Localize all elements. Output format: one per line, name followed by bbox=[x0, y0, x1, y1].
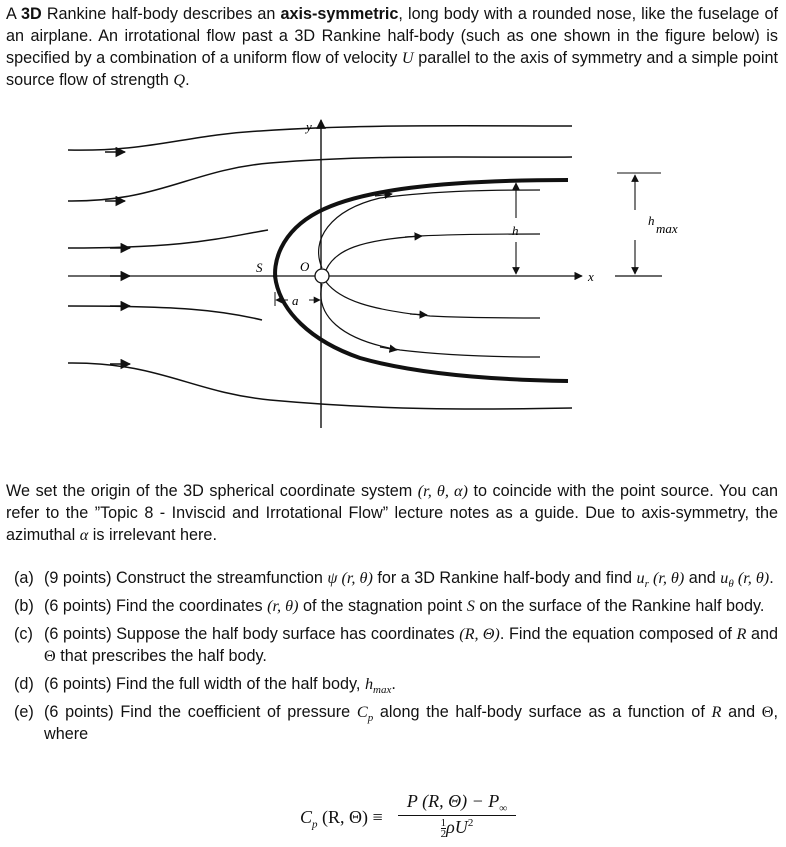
pressure-coefficient-formula bbox=[300, 790, 560, 846]
rankine-half-body-figure bbox=[60, 112, 680, 432]
origin-label: O bbox=[300, 259, 310, 274]
streamline-near-lower bbox=[68, 306, 262, 320]
coordinate-paragraph: We set the origin of the 3D spherical coordinate system (r, θ, α) to coincide with the point source. You can refer to the ”Topic 8 - Inviscid and Irrotational Flow” lecture notes as a guide. Due to axis-symmetry, the azimuthal α is irrelevant here. bbox=[6, 482, 779, 544]
source-point bbox=[315, 269, 329, 283]
intro-paragraph: A 3D Rankine half-body describes an axis-symmetric, long body with a rounded nose, like the fuselage of an airplane. An irrotational flow past a 3D Rankine half-body (such as one shown in the figure below) is specified by a combination of a uniform flow of velocity U parallel to the axis of symmetry and a simple point source flow of strength Q. bbox=[6, 5, 778, 89]
dimension-a-label: a bbox=[292, 293, 299, 308]
stagnation-point-label: S bbox=[256, 260, 263, 275]
formula-numerator: P (R, $\Theta) - P_\infty$ bbox=[406, 791, 508, 815]
source-arrow-3 bbox=[410, 314, 427, 315]
formula-lhs: $C_p$ (R, Θ) ≡ bbox=[300, 807, 383, 831]
dimension-hmax-sub: max bbox=[656, 221, 678, 236]
streamline-top bbox=[68, 126, 572, 150]
dimension-hmax-label: h bbox=[648, 213, 655, 228]
source-arrow-2 bbox=[405, 236, 422, 237]
question-d: (d) (6 points) Find the full width of the half body, $h_{max}$. bbox=[14, 675, 396, 697]
streamline-upper bbox=[68, 157, 572, 201]
source-streamline-2 bbox=[326, 234, 540, 270]
y-axis-label: y bbox=[306, 119, 312, 134]
question-e: (e) (6 points) Find the coefficient of pressure $C_p$ along the half-body surface as a function of R and Θ, where bbox=[14, 703, 778, 743]
streamline-near-upper bbox=[68, 230, 268, 248]
streamline-lower bbox=[68, 363, 572, 409]
formula-denominator: $\frac{1}{2}$ $\rho U^2$ bbox=[440, 817, 474, 841]
dimension-h-label: h bbox=[512, 223, 519, 238]
source-streamline-1 bbox=[319, 190, 540, 268]
source-streamline-3 bbox=[326, 282, 540, 318]
question-c: (c) (6 points) Suppose the half body surface has coordinates (R, Θ). Find the equation composed of R and Θ that prescribes the half body. bbox=[14, 625, 778, 665]
question-list bbox=[14, 567, 778, 751]
question-a: (a) (9 points) Construct the streamfunction ψ (r, θ) for a 3D Rankine half-body and find $u_r$ (r, θ) and $u_\theta$ (r, θ). bbox=[14, 569, 774, 591]
x-axis-label: x bbox=[588, 269, 594, 284]
stagnation-point bbox=[273, 274, 277, 278]
source-streamline-4 bbox=[321, 284, 540, 357]
question-b: (b) (6 points) Find the coordinates (r, θ) of the stagnation point S on the surface of the Rankine half body. bbox=[14, 597, 765, 615]
one-half: $\frac{1}{2}$ bbox=[440, 817, 447, 841]
